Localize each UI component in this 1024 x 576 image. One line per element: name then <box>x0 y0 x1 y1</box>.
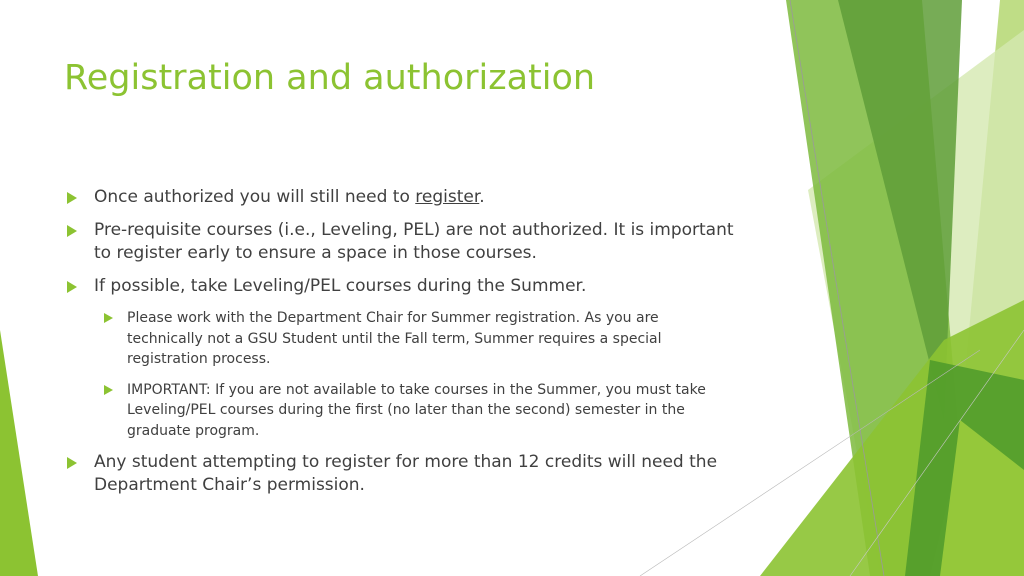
bullet-text-line: to register early to ensure a space in those courses. <box>94 243 537 263</box>
bullet-text-line: Any student attempting to register for more than 12 credits will need the <box>94 452 718 472</box>
bullet-list <box>64 186 764 507</box>
sub-bullet-department-chair <box>64 308 764 370</box>
bullet-arrow-icon <box>67 192 77 204</box>
bullet-text: If possible, take Leveling/PEL courses during the Summer. <box>94 276 587 296</box>
sub-bullet-text-line: registration process. <box>127 351 271 367</box>
sub-bullet-important <box>64 380 764 442</box>
page-title: Registration and authorization <box>64 58 596 98</box>
sub-bullet-text-line: Leveling/PEL courses during the first (no later than the second) semester in the <box>127 402 685 418</box>
bullet-arrow-icon <box>67 281 77 293</box>
sub-bullet-text-line: IMPORTANT: If you are not available to take courses in the Summer, you must take <box>127 381 706 398</box>
bullet-text: Once authorized you will still need to <box>94 187 416 207</box>
bullet-arrow-icon <box>67 225 77 237</box>
bullet-summer <box>64 275 764 298</box>
bullet-prerequisite <box>64 219 764 265</box>
bullet-arrow-icon <box>67 457 77 469</box>
bullet-text-suffix: . <box>479 187 485 207</box>
facet-left-sliver <box>0 330 38 576</box>
register-link[interactable]: register <box>415 187 480 207</box>
bullet-text-line: Pre-requisite courses (i.e., Leveling, PEL) are not authorized. It is important <box>94 220 734 240</box>
bullet-text-line: Department Chair’s permission. <box>94 475 365 495</box>
bullet-register <box>64 186 764 209</box>
bullet-credits <box>64 451 764 497</box>
sub-bullet-text-line: Please work with the Department Chair for Summer registration. As you are <box>127 310 659 326</box>
sub-bullet-arrow-icon <box>104 385 113 395</box>
sub-bullet-arrow-icon <box>104 313 113 323</box>
sub-bullet-text-line: technically not a GSU Student until the Fall term, Summer requires a special <box>127 330 662 347</box>
sub-bullet-text-line: graduate program. <box>127 422 260 439</box>
